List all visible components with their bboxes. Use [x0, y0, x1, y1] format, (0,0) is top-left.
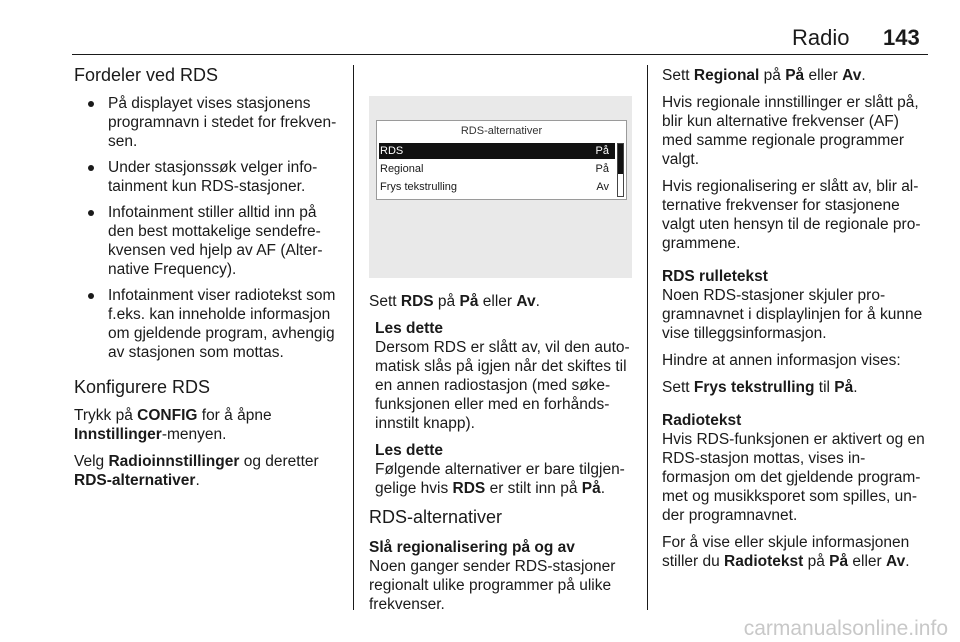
paragraph: Trykk på CONFIG for å åpne Innstillinger-menyen.	[74, 407, 272, 443]
page-number: 143	[883, 25, 920, 50]
bullet-icon	[88, 101, 94, 107]
paragraph: Sett Frys tekstrulling til På.	[662, 379, 858, 396]
subheading-radiotekst: Radiotekst	[662, 412, 742, 429]
rds-options-screen	[376, 120, 627, 200]
paragraph: Sett Regional på På eller Av.	[662, 67, 866, 84]
list-item: Infotainment stiller alltid inn på den best mottakelige sendefre-kvensen ved hjelp av AF (Alter-native Frequency).	[74, 203, 346, 279]
middle-column	[369, 292, 635, 622]
heading-fordeler: Fordeler ved RDS	[74, 65, 219, 85]
paragraph: Hvis regionalisering er slått av, blir al-ternative frekvenser for stasjonene valgt uten hensyn til de regionale pro-grammene.	[662, 178, 921, 252]
screen-row-rds: RDS På	[379, 143, 615, 159]
paragraph: Hindre at annen informasjon vises:	[662, 352, 901, 369]
watermark: carmanualsonline.info	[743, 617, 948, 640]
screen-row-frys: Frys tekstrulling Av	[380, 181, 609, 193]
bullet-icon	[88, 210, 94, 216]
list-item: Under stasjonssøk velger info-tainment kun RDS-stasjoner.	[74, 158, 346, 196]
bullet-list	[74, 94, 346, 362]
screen-title: RDS-alternativer	[460, 125, 543, 137]
section-title: Radio	[792, 25, 850, 50]
subheading-regional: Slå regionalisering på og av	[369, 539, 575, 556]
page-header	[0, 25, 960, 54]
list-item: På displayet vises stasjonens programnavn i stedet for frekven-sen.	[74, 94, 346, 151]
paragraph: Noen ganger sender RDS-stasjoner regionalt ulike programmer på ulike frekvenser.	[369, 558, 616, 613]
paragraph: Velg Radioinnstillinger og deretter RDS-alternativer.	[74, 453, 319, 489]
left-column	[74, 64, 346, 498]
note-box: Les dette Dersom RDS er slått av, vil den auto-matisk slås på igjen når det skiftes til en annen radiostasjon (med søke-funksjonen eller med en forhånds-innstilt knapp). Les dette Følgende alternativer er bare tilgjen-gelige hvis RDS er stilt inn på På.	[375, 320, 630, 497]
bullet-icon	[88, 293, 94, 299]
paragraph: Sett RDS på På eller Av.	[369, 293, 540, 310]
paragraph: Hvis regionale innstillinger er slått på, blir kun alternative frekvenser (AF) med samme regionale programmer valgt.	[662, 94, 919, 168]
paragraph: Hvis RDS-funksjonen er aktivert og en RDS-stasjon mottas, vises in-formasjon om det gjeldende program-met og musikksporet som spilles, un-der programnavnet.	[662, 431, 925, 524]
paragraph: For å vise eller skjule informasjonen stiller du Radiotekst på På eller Av.	[662, 534, 910, 570]
list-item: Infotainment viser radiotekst som f.eks. kan inneholde informasjon om gjeldende program, avhengig av stasjonen som mottas.	[74, 286, 346, 362]
subheading-rulletekst: RDS rulletekst	[662, 268, 768, 285]
paragraph: Noen RDS-stasjoner skjuler pro-gramnavnet i displaylinjen for å kunne vise tilleggsinformasjon.	[662, 287, 923, 342]
scroll-thumb	[618, 144, 623, 174]
column-divider	[647, 65, 648, 610]
heading-rds-alternativer: RDS-alternativer	[369, 507, 503, 527]
screen-row-regional: Regional På	[380, 163, 609, 175]
column-divider	[353, 65, 354, 610]
header-rule	[72, 54, 928, 55]
bullet-icon	[88, 165, 94, 171]
right-column	[662, 66, 930, 579]
heading-konfigurere: Konfigurere RDS	[74, 377, 211, 397]
screen-scrollbar	[617, 143, 624, 197]
